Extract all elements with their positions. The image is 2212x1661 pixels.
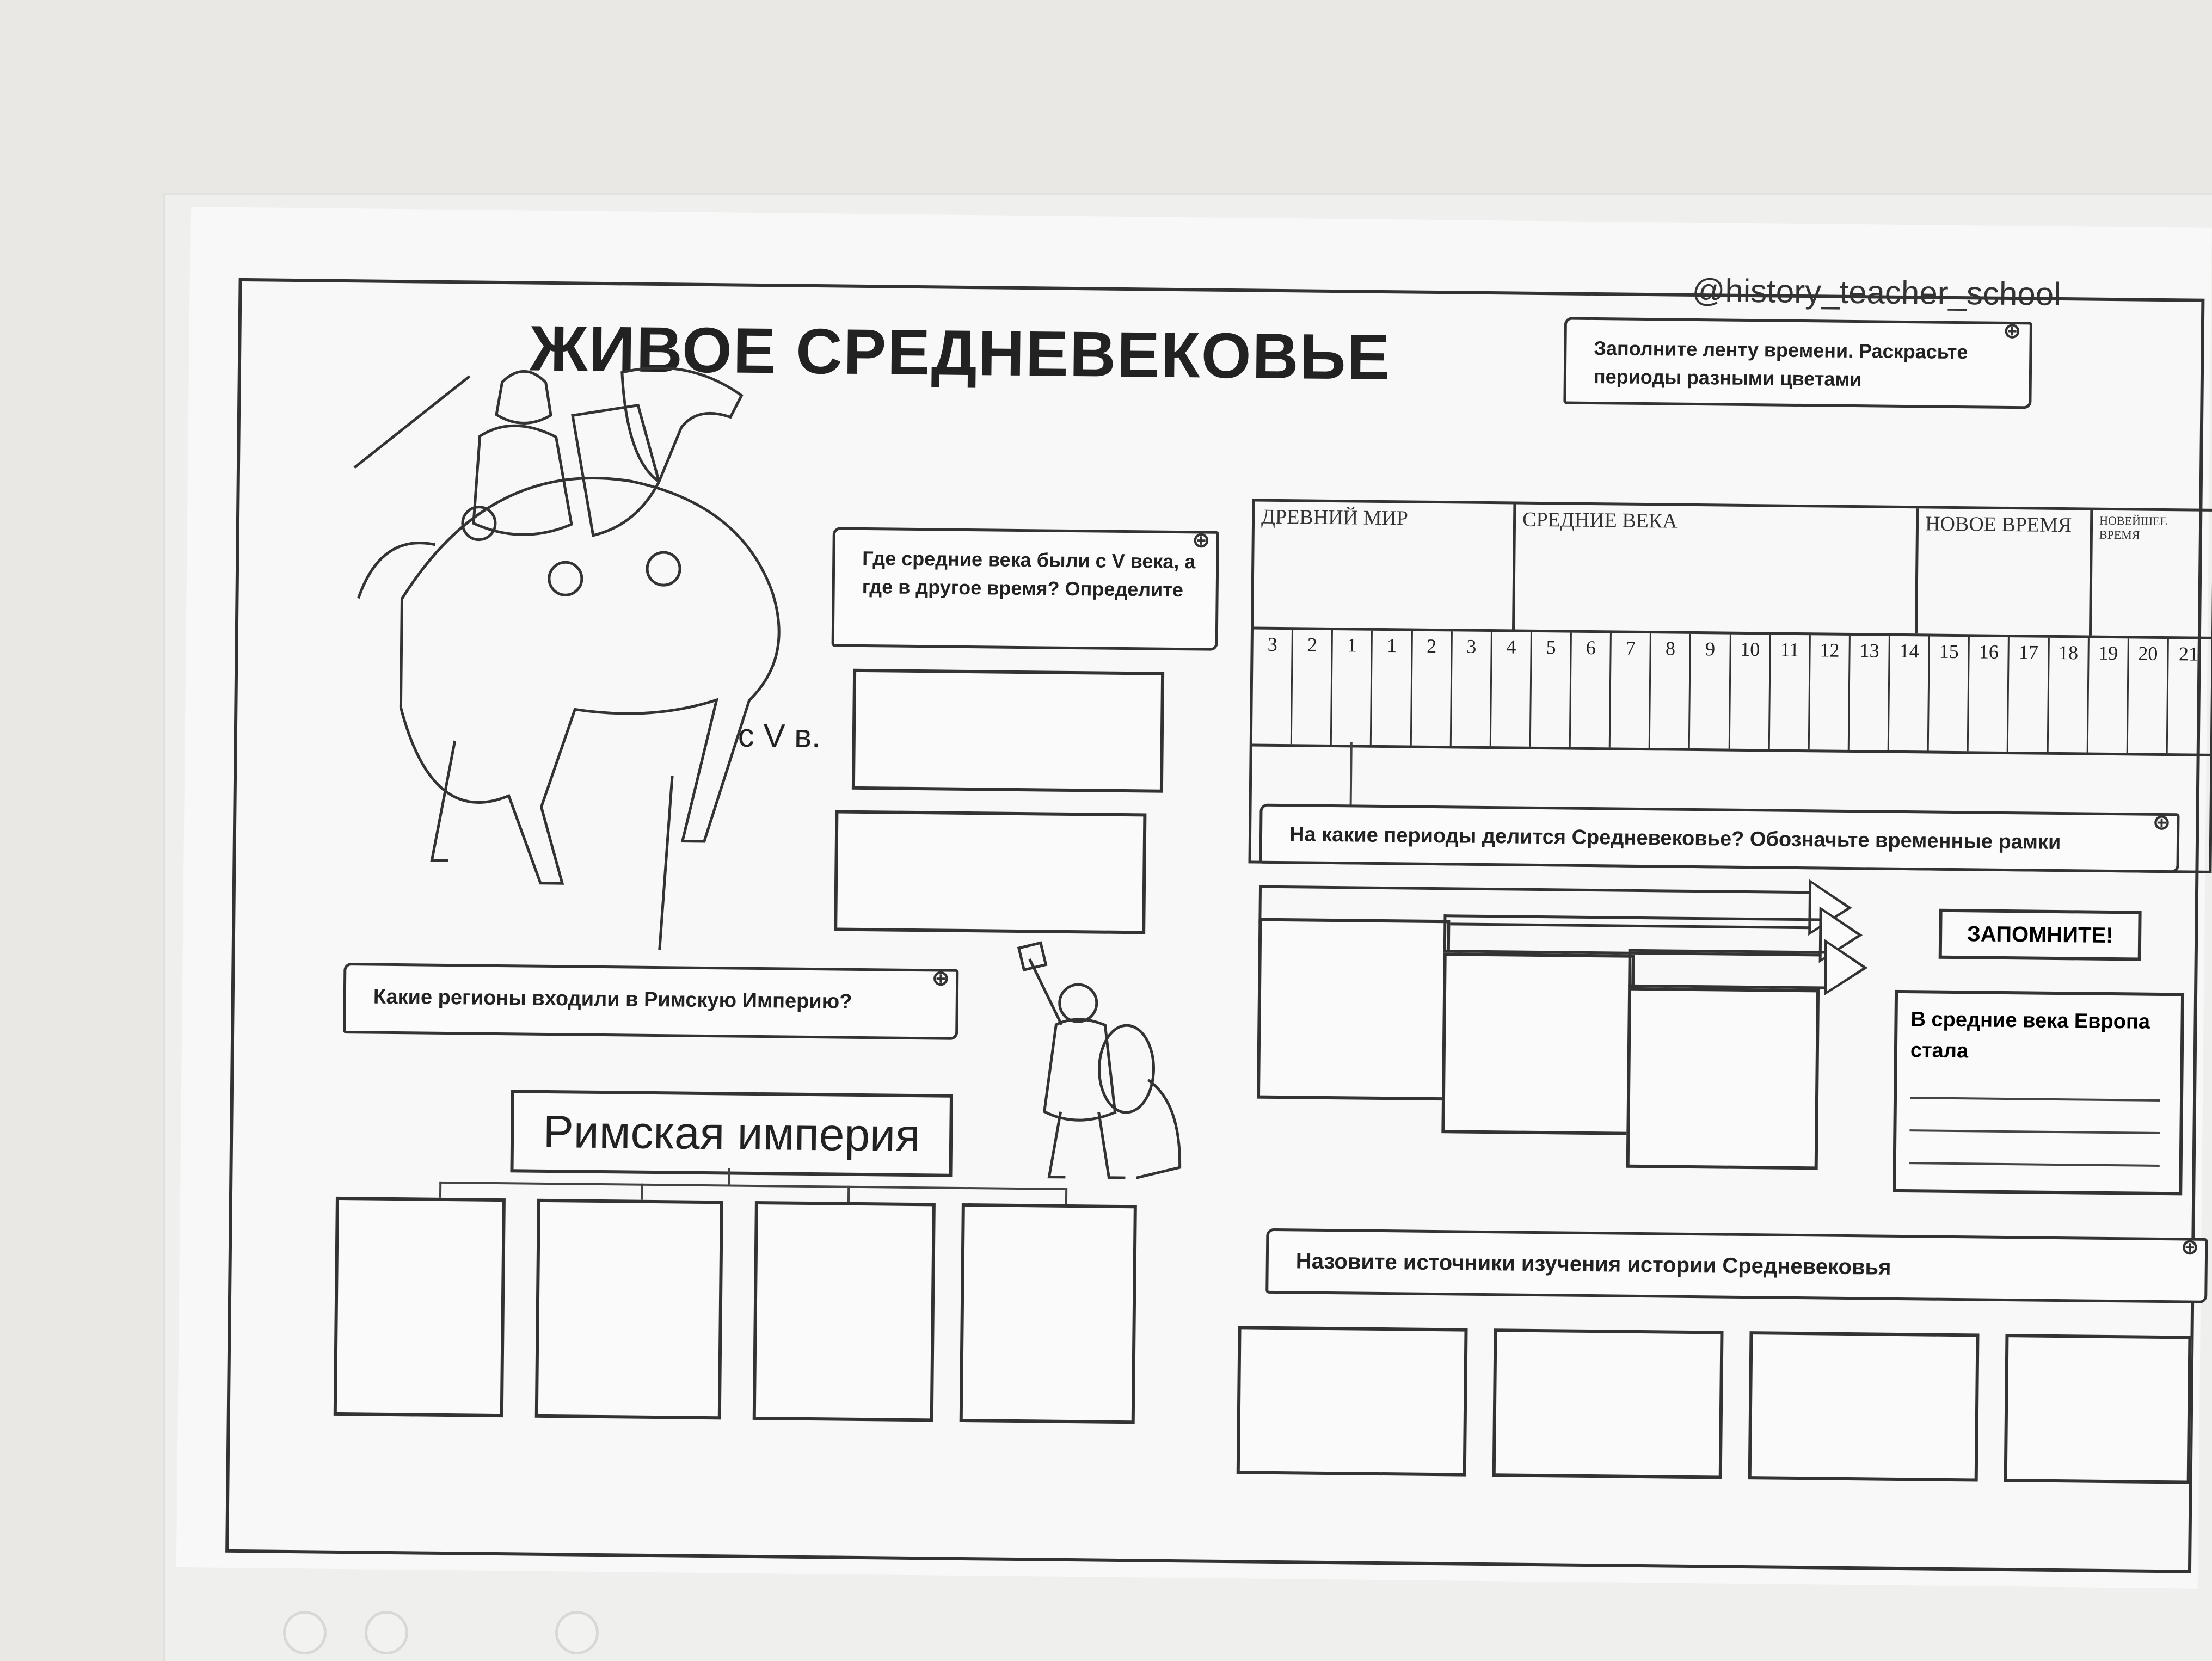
where-question-ribbon [832, 527, 1219, 650]
tree-connector [1065, 1188, 1067, 1204]
century-cell[interactable]: 11 [1769, 635, 1810, 749]
timeline-task-ribbon [1563, 317, 2032, 409]
periods-question-text: На какие периоды делится Средневековье? Обозначьте временные рамки [1289, 823, 2061, 854]
arrow-head-icon [1824, 939, 1868, 996]
scroll-icon: ⊕ [933, 963, 949, 993]
tree-connector [847, 1186, 850, 1202]
century-cell[interactable]: 2 [1292, 630, 1333, 745]
period-arrow-3 [1628, 949, 1827, 989]
century-cell[interactable]: 7 [1611, 633, 1651, 748]
century-row [1252, 626, 2211, 756]
century-cell[interactable]: 19 [2088, 638, 2129, 753]
rome-question-text: Какие регионы входили в Римскую Империю? [373, 985, 852, 1013]
scroll-icon: ⊕ [2182, 1232, 2198, 1262]
century-cell[interactable]: 20 [2128, 638, 2168, 753]
europe-text: В средние века Европа стала [1910, 1008, 2150, 1063]
scroll-icon: ⊕ [1193, 525, 1209, 555]
answer-box-v-century[interactable] [852, 669, 1164, 793]
century-cell[interactable]: 18 [2048, 638, 2089, 753]
worksheet [176, 207, 2212, 1589]
periods-question-ribbon [1259, 804, 2179, 873]
remember-label: ЗАПОМНИТЕ! [1939, 909, 2142, 961]
worksheet-frame [225, 278, 2204, 1573]
century-cell[interactable]: 12 [1809, 635, 1850, 750]
source-box-3[interactable] [1748, 1331, 1980, 1481]
century-cell[interactable]: 10 [1730, 635, 1771, 749]
period-box-2[interactable] [1441, 952, 1635, 1135]
century-cell[interactable]: 15 [1929, 637, 1970, 752]
scroll-icon: ⊕ [2154, 807, 2170, 837]
era-contemporary: НОВЕЙШЕЕ ВРЕМЯ [2099, 513, 2168, 542]
century-cell[interactable]: 16 [1969, 637, 2010, 752]
europe-box [1893, 990, 2184, 1196]
region-box-1[interactable] [334, 1197, 506, 1417]
source-box-4[interactable] [2004, 1334, 2192, 1484]
century-cell[interactable]: 9 [1690, 634, 1731, 749]
page-title: ЖИВОЕ СРЕДНЕВЕКОВЬЕ [529, 312, 1392, 394]
tree-connector [439, 1182, 441, 1198]
era-middle-ages: СРЕДНИЕ ВЕКА [1515, 505, 1919, 634]
answer-line[interactable] [1910, 1097, 2160, 1102]
period-box-3[interactable] [1626, 987, 1820, 1170]
century-cell[interactable]: 5 [1531, 632, 1572, 747]
region-box-2[interactable] [535, 1199, 723, 1420]
region-box-3[interactable] [753, 1201, 936, 1422]
century-cell[interactable]: 6 [1571, 633, 1612, 748]
answer-box-other-time[interactable] [834, 810, 1146, 934]
rome-label: Римская империя [510, 1090, 953, 1177]
sources-question-text: Назовите источники изучения истории Средневековья [1295, 1249, 1891, 1279]
period-box-1[interactable] [1257, 918, 1450, 1101]
century-cell[interactable]: 13 [1850, 636, 1890, 750]
era-ancient: ДРЕВНИЙ МИР [1254, 502, 1516, 630]
timeline-task-text: Заполните ленту времени. Раскрасьте периоды разными цветами [1593, 337, 1968, 391]
author-handle: @history_teacher_school [1692, 272, 2061, 312]
punch-hole [283, 1611, 327, 1654]
tree-connector [728, 1168, 730, 1184]
century-cell[interactable]: 21 [2178, 643, 2199, 665]
viking-illustration [994, 937, 1226, 1201]
century-cell[interactable]: 2 [1411, 631, 1452, 746]
century-cell[interactable]: 3 [1451, 631, 1492, 746]
punch-hole [365, 1611, 408, 1654]
century-cell[interactable]: 3 [1252, 629, 1293, 744]
century-cell[interactable]: 14 [1889, 636, 1930, 751]
where-question-text: Где средние века были с V века, а где в другое время? Определите [862, 546, 1196, 601]
century-cell[interactable]: 1 [1332, 630, 1373, 745]
source-box-1[interactable] [1237, 1326, 1468, 1476]
century-cell[interactable]: 1 [1372, 631, 1412, 746]
region-box-4[interactable] [960, 1203, 1137, 1424]
tree-connector [641, 1184, 643, 1200]
century-cell[interactable]: 8 [1650, 633, 1691, 748]
era-modern: НОВОЕ ВРЕМЯ [1918, 508, 2093, 635]
rome-question-ribbon [343, 963, 958, 1040]
from-v-century-label: с V в. [738, 717, 821, 755]
century-cell[interactable]: 17 [2008, 637, 2049, 752]
sources-question-ribbon [1265, 1228, 2208, 1303]
tree-connector [439, 1182, 1065, 1190]
knight-illustration [333, 293, 819, 973]
century-cell[interactable]: 4 [1491, 632, 1532, 747]
answer-line[interactable] [1909, 1129, 2160, 1134]
scroll-icon: ⊕ [2004, 315, 2020, 346]
punch-hole [555, 1611, 599, 1654]
source-box-2[interactable] [1492, 1328, 1724, 1479]
answer-line[interactable] [1909, 1162, 2160, 1167]
